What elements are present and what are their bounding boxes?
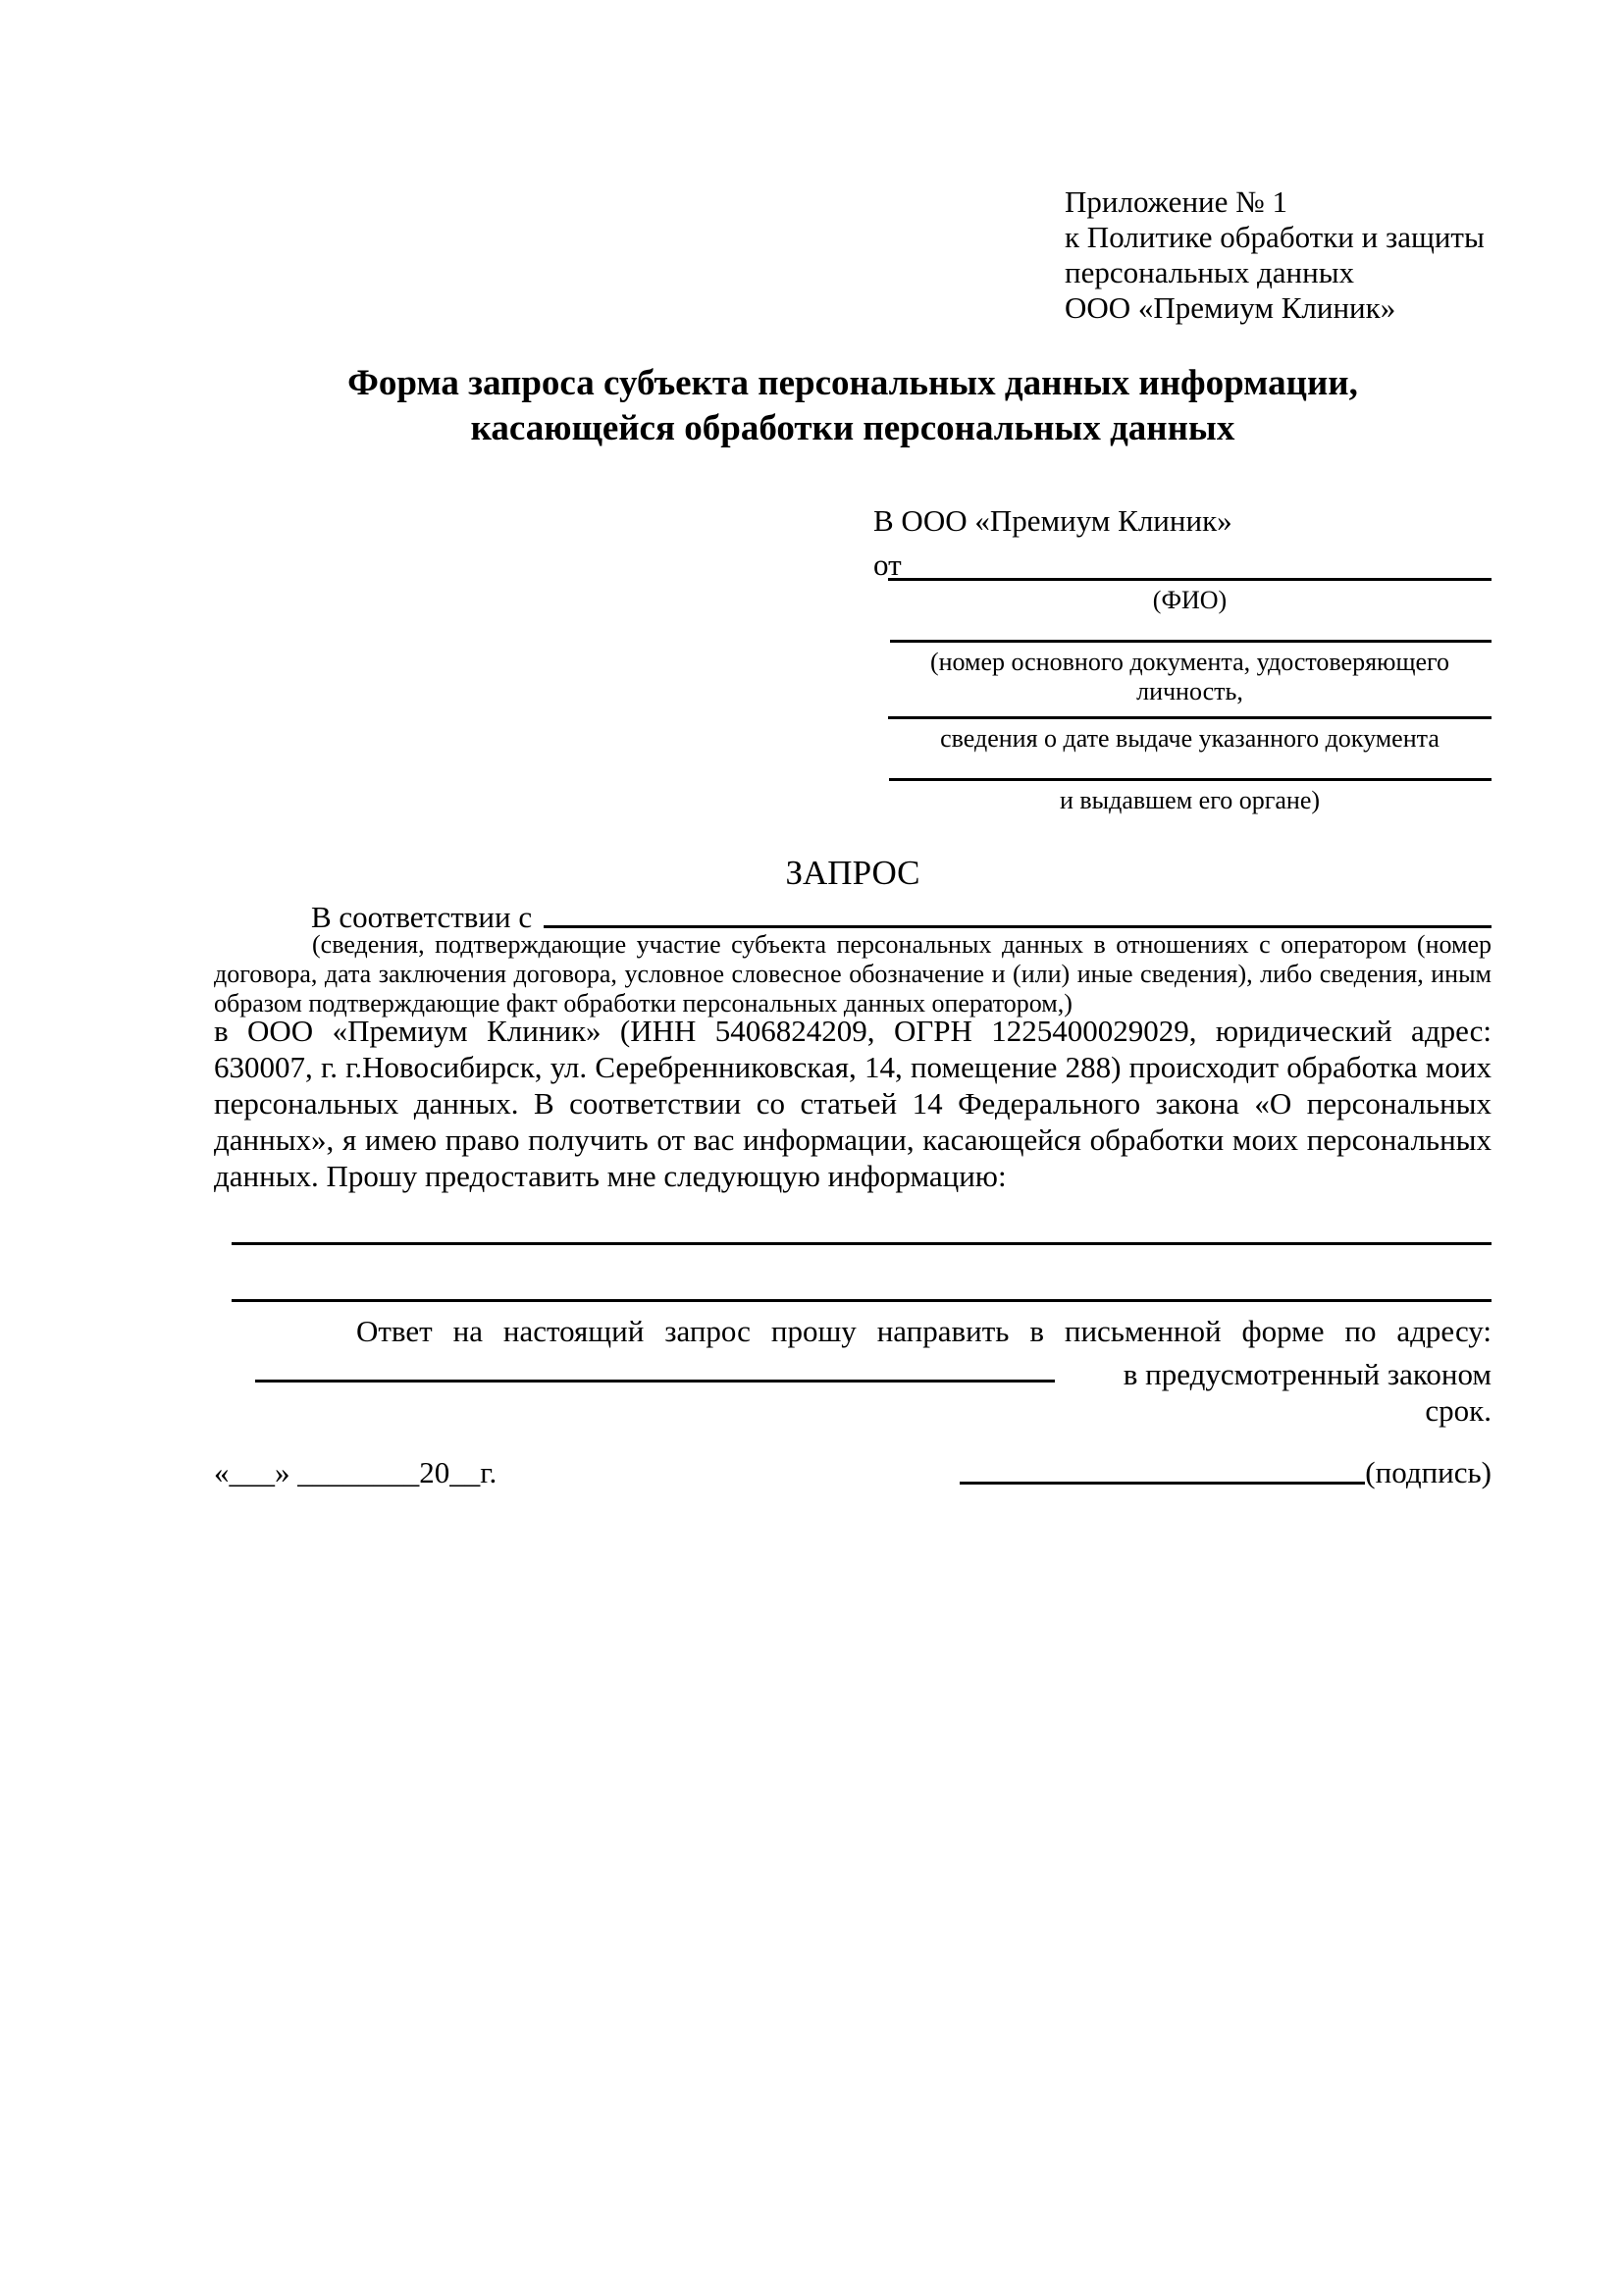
issuing-authority-blank-line: [889, 778, 1492, 781]
intro-blank-line: [544, 899, 1492, 928]
appendix-line: к Политике обработки и защиты: [1065, 220, 1485, 254]
appendix-line: ООО «Премиум Клиник»: [1065, 290, 1396, 325]
issue-date-blank-line: [888, 716, 1492, 719]
fio-caption: (ФИО): [1152, 586, 1228, 614]
addressee-from-label: от: [873, 548, 902, 582]
signature-caption: (подпись): [1365, 1455, 1492, 1489]
date-blank: «___» ________20__г.: [214, 1455, 497, 1489]
doc-number-caption: (номер основного документа, удостоверяющего личность,: [929, 648, 1450, 705]
appendix-line: персональных данных: [1065, 255, 1355, 289]
issuing-authority-caption: и выдавшем его органе): [1059, 786, 1321, 814]
request-heading: ЗАПРОС: [785, 854, 920, 892]
reply-sentence: Ответ на настоящий запрос прошу направить в письменной форме по адресу:: [356, 1314, 1492, 1348]
doc-number-blank-line: [890, 640, 1492, 643]
information-blank-line-2: [232, 1299, 1492, 1302]
address-row: [255, 1356, 1492, 1429]
addressee-to: В ООО «Премиум Клиник»: [873, 503, 1232, 538]
intro-caption: (сведения, подтверждающие участие субъекта персональных данных в отношениях с оператором (номер договора, дата заключения договора, условное словесное обозначение и (или) иные сведения), либо сведения, иным образом подтверждающие факт обработки персональных данных оператором,): [214, 930, 1492, 1018]
signature-blank-line: [960, 1482, 1365, 1485]
body-paragraph: в ООО «Премиум Клиник» (ИНН 5406824209, ОГРН 1225400029029, юридический адрес: 630007, г. г.Новосибирск, ул. Серебренниковская, 14, помещение 288) происходит обработка моих персональных данных. В соответствии со статьей 14 Федерального закона «О персональных данных», я имею право получить от вас информации, касающейся обработки моих персональных данных. Прошу предоставить мне следующую информацию:: [214, 1014, 1492, 1193]
title-line: касающейся обработки персональных данных: [470, 408, 1235, 448]
information-blank-line-1: [232, 1242, 1492, 1245]
reply-suffix: в предусмотренный законом срок.: [1123, 1357, 1492, 1428]
intro-prefix: В соответствии с: [311, 900, 533, 934]
appendix-block: [1065, 184, 1485, 326]
title-line: Форма запроса субъекта персональных данных информации,: [347, 363, 1358, 403]
appendix-line: Приложение № 1: [1065, 184, 1287, 219]
document-title: [214, 361, 1492, 451]
address-blank-line: [255, 1356, 1055, 1383]
footer-row: [214, 1454, 1492, 1490]
issue-date-caption: сведения о дате выдаче указанного документа: [940, 724, 1440, 753]
fio-blank-line: [888, 578, 1492, 581]
